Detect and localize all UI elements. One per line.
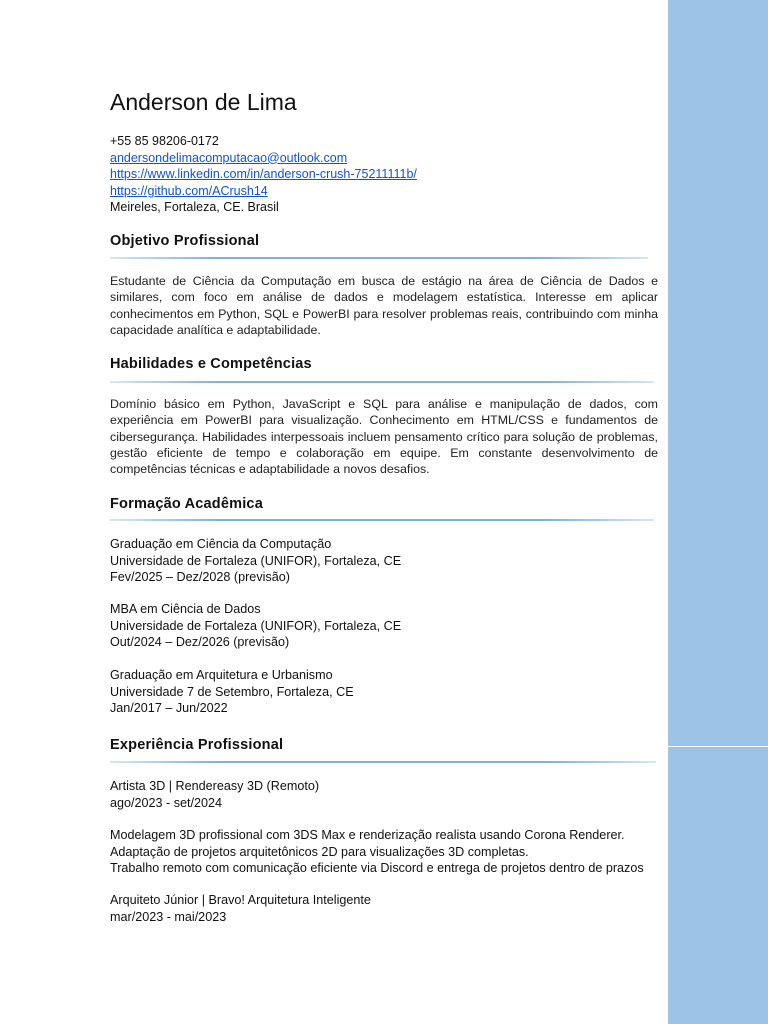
experience-period: ago/2023 - set/2024 bbox=[110, 795, 223, 810]
education-item bbox=[110, 536, 401, 586]
experience-details bbox=[110, 827, 644, 877]
experience-divider bbox=[110, 761, 656, 763]
education-course: Graduação em Ciência da Computação bbox=[110, 537, 332, 551]
objective-text: Estudante de Ciência da Computação em busca de estágio na área de Ciência de Dados e similares, com foco em análise de dados e modelagem estatística. Interesse em aplicar conhecimentos em Python, SQL e PowerBI para resolver problemas reais, contribuindo com minha capacidade analítica e adaptabilidade. bbox=[110, 274, 658, 337]
skills-divider bbox=[110, 381, 654, 383]
contact-block bbox=[110, 133, 417, 216]
decorative-sidebar bbox=[668, 0, 768, 1024]
experience-detail: Modelagem 3D profissional com 3DS Max e renderização realista usando Corona Renderer. bbox=[110, 828, 625, 842]
education-item bbox=[110, 601, 401, 651]
education-period: Fev/2025 – Dez/2028 (previsão) bbox=[110, 570, 290, 584]
education-divider bbox=[110, 519, 654, 521]
skills-text: Domínio básico em Python, JavaScript e SQL para análise e manipulação de dados, com experiência em PowerBI para visualização. Conhecimento em HTML/CSS e fundamentos de cibersegurança. Habilidades interpessoais incluem pensamento crítico para solução de problemas, gestão eficiente de tempo e colaboração em equipe. Em constante desenvolvimento de competências técnicas e adaptabilidade a novos desafios. bbox=[110, 397, 658, 477]
objective-heading: Objetivo Profissional bbox=[110, 233, 260, 249]
education-period: Out/2024 – Dez/2026 (previsão) bbox=[110, 635, 290, 649]
experience-period: mar/2023 - mai/2023 bbox=[110, 909, 227, 924]
phone-number: +55 85 98206-0172 bbox=[110, 134, 219, 148]
education-institution: Universidade de Fortaleza (UNIFOR), Fortaleza, CE bbox=[110, 553, 402, 568]
location-text: Meireles, Fortaleza, CE. Brasil bbox=[110, 200, 279, 214]
skills-heading: Habilidades e Competências bbox=[110, 356, 312, 372]
email-link[interactable]: andersondelimacomputacao@outlook.com bbox=[110, 150, 348, 165]
experience-detail: Trabalho remoto com comunicação eficiente via Discord e entrega de projetos dentro de prazos bbox=[110, 861, 644, 875]
experience-role: Artista 3D | Rendereasy 3D (Remoto) bbox=[110, 779, 320, 793]
candidate-name: Anderson de Lima bbox=[110, 89, 297, 115]
objective-divider bbox=[110, 257, 648, 259]
education-institution: Universidade de Fortaleza (UNIFOR), Fortaleza, CE bbox=[110, 618, 402, 633]
education-course: Graduação em Arquitetura e Urbanismo bbox=[110, 668, 333, 682]
experience-role: Arquiteto Júnior | Bravo! Arquitetura Inteligente bbox=[110, 893, 371, 907]
education-heading: Formação Acadêmica bbox=[110, 496, 263, 512]
experience-item bbox=[110, 778, 319, 811]
education-course: MBA em Ciência de Dados bbox=[110, 602, 261, 616]
sidebar-divider bbox=[668, 746, 768, 747]
experience-detail: Adaptação de projetos arquitetônicos 2D para visualizações 3D completas. bbox=[110, 844, 529, 859]
education-item bbox=[110, 667, 354, 717]
education-period: Jan/2017 – Jun/2022 bbox=[110, 701, 228, 715]
linkedin-link[interactable]: https://www.linkedin.com/in/anderson-crush-75211111b/ bbox=[110, 167, 417, 181]
education-institution: Universidade 7 de Setembro, Fortaleza, CE bbox=[110, 684, 354, 699]
experience-item bbox=[110, 892, 371, 925]
github-link[interactable]: https://github.com/ACrush14 bbox=[110, 183, 268, 198]
experience-heading: Experiência Profissional bbox=[110, 737, 284, 753]
